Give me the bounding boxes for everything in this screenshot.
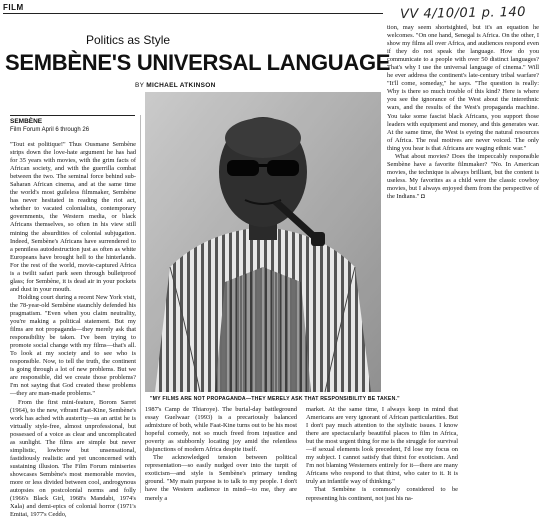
byline-prefix: BY [135,82,144,89]
screening-info-box [10,115,135,134]
section-label: FILM [3,3,24,12]
paragraph: "Tout est politique!" Thus Ousmane Sembène strips down the love-hate argument he has had for 35 years with movies, with the grim facts of African society, and with the guerrilla combat between the two. The seminal force behind sub-Saharan African cinema, and at the same time the world's most guileless filmmaker, Sembène has never hesitated in reading the riot act, whether to vacated colonialists, contemporary governments, the Western media, or black Africans themselves, so often in his view still mining the absurdities of colonial subjugation. Indeed, Sembène's Africans have surrendered to a penniless autodestruction just as often as white Europeans have brought hell to the hinterlands. For the rest of the world, movie-captured Africa is a twilit safari park seen through bulletproof glass; for Sembène, it is dead air in your pockets and dust in your mouth. [10,141,136,294]
article-column-2 [145,406,297,494]
paragraph: market. At the same time, I always keep in mind that Americans are very ignorant of African particularities. But I don't pay much attention to the stylistic issues. I know there are spectacularly beautiful places to film in Africa, but the most urgent thing for me is the struggle for survival—if sexual elements look precedent, I'd lose my focus on my subject. I cannot satisfy that thirst for exoticism. And I'm not blaming Westerners entirely for it—there are many Africans who respond to that thirst, who cater to it. It is truly an infantile way of thinking." [306,406,458,486]
article-column-1 [10,141,136,491]
byline [135,82,216,89]
paragraph: tion, may seem shortsighted, but it's an equation he welcomes. "On one hand, Senegal is Africa. On the other, I show my films all over Africa, and audiences respond even if they do not speak the language. How do you communicate to a people with over 50 distinct languages? That's why I use the universal language of cinema." Will he ever address the continent's late-century tribal warfare? "It'll come, someday," he says. "The question is really: Why is there so much trouble of this kind? Here is where you see the ignorance of the West about the interethnic wars, and the results of the West's propaganda machine. You take some fascist black Africans, you support those leaders with equipment and money, and this generates war. At the same time, the West is eyeing the natural resources of Africa. The real motives are never voiced. The only thing you hear is that Africans are waging ethnic war." [387,24,539,153]
paragraph: That Sembène is commonly considered to be representing his continent, not just his na- [306,486,458,502]
photo-caption: "MY FILMS ARE NOT PROPAGANDA—THEY MERELY ASK THAT RESPONSIBILITY BE TAKEN." [150,396,390,402]
headline: SEMBÈNE'S UNIVERSAL LANGUAGE [5,50,390,76]
paragraph: From the first mini-feature, Borom Sarret (1964), to the new, vibrant Faat-Kine, Sembène's work has ached with austerity—as an artist he is virtually style-free, almost unprofessional, but possessed of a voice as clear and uncomplicated as sunlight. The films are simple but never simplistic, lowbrow but unsensational, fastidiously realistic and yet unconcerned with sustaining illusion. The Film Forum miniseries showcases Sembène's most memorable movies, more or less divided between cool, androgynous autopsies on postcolonial norms and folly (1966's Black Girl, 1968's Mandabi, 1974's Xala) and demi-epics of colonial horror (1971's Emitai, 1977's Ceddo, [10,399,136,519]
info-rule [10,115,135,116]
paragraph: The acknowledged tension between political representation—so easily nudged over into the turpit of exoticism—and style is Sembène's primary tending ground. "My main purpose is to talk to my people. I don't have the Western audience in mind—to me, they are merely a [145,454,297,502]
header-rule [3,13,383,14]
kicker: Politics as Style [86,33,170,47]
paragraph: 1987's Camp de Thiaroye). The burial-day battleground essay Guelwaar (1993) is a precariously balanced admixture of both, while Faat-Kine turns out to be his most hopeful comedy, not so much freed from injustice and poverty as stubbornly locating joy amid the relentless disjunctions of modern Africa despite itself. [145,406,297,454]
paragraph: Holding court during a recent New York visit, the 78-year-old Sembène staunchly defended his pragmatism. "Even when you claim neutrality, you're making a political statement. But my films are not propaganda—they merely ask that responsibility be taken. I've been trying to promote social change with my films—that's all. To look at my society and to see who is responsible. Now, to tell the truth, the continent is going through a lot of new problems. But we are responsible, did we create those problems? I'm not saying that God created these problems—they are man-made problems." [10,294,136,399]
article-column-3 [306,406,458,494]
portrait-photo [145,92,381,392]
byline-author: MICHAEL ATKINSON [146,82,215,89]
info-title: SEMBÈNE [10,118,135,126]
column-divider [140,115,141,493]
info-detail: Film Forum April 6 through 26 [10,126,135,134]
handwritten-note: VV 4/10/01 p. 140 [400,5,526,22]
paragraph: What about movies? Does the impeccably responsible Sembène have a favorite filmmaker? "No. In American movies, the technique is always brilliant, but the content is useless. My favorites as a child were the classic cowboy movies, but I always enjoyed them from the perspective of the Indians." ◘ [387,153,539,201]
portrait-illustration [145,92,381,392]
article-column-4 [387,24,539,274]
